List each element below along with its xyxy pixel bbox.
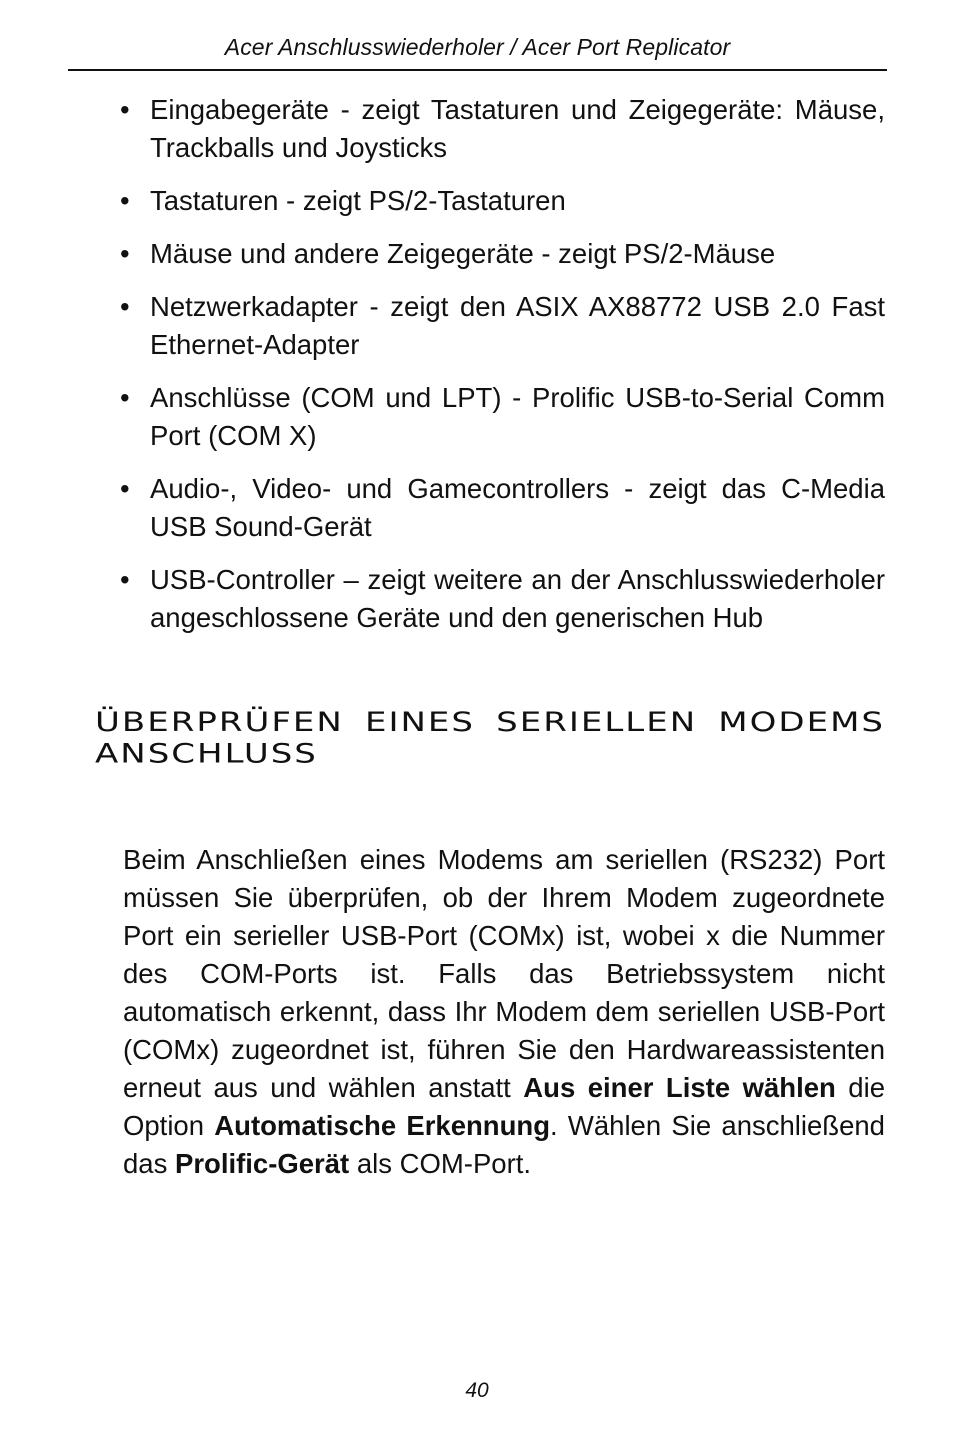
body-text: Beim Anschließen eines Modems am seriellen (RS232) Port müssen Sie überprüfen, ob der Ihrem Modem zugeordnete Port ein serieller USB-Port (COMx) ist, wobei x die Nummer des COM-Ports ist. Falls das Betriebssystem nicht automatisch erkennt, dass Ihr Modem dem seriellen USB-Port (COMx) zugeordnet ist, führen Sie den Hardwareassistenten erneut aus und wählen anstatt [123,844,885,1103]
device-category-list [150,91,885,652]
bold-phrase: Automatische Erkennung [214,1110,550,1141]
body-text: die Option [123,1072,885,1141]
bold-phrase: Prolific-Gerät [174,1148,350,1179]
body-text: . Wählen Sie anschließend das [123,1110,885,1179]
list-item: • Tastaturen - zeigt PS/2-Tastaturen [150,182,885,220]
list-item: • Mäuse und andere Zeigegeräte - zeigt PS/2-Mäuse [150,235,885,273]
list-item: • Audio-, Video- und Gamecontrollers - zeigt das C-Media USB Sound-Gerät [150,470,885,546]
list-item: • Eingabegeräte - zeigt Tastaturen und Zeigegeräte: Mäuse, Trackballs und Joysticks [150,91,885,167]
section-heading: ÜBERPRÜFEN EINES SERIELLEN MODEMS ANSCHLUSS [95,707,885,770]
body-paragraph [123,841,885,1183]
list-item: • Anschlüsse (COM und LPT) - Prolific USB-to-Serial Comm Port (COM X) [150,379,885,455]
body-text: als COM-Port. [349,1148,532,1179]
page-number: 40 [465,1379,489,1402]
running-header: Acer Anschlusswiederholer / Acer Port Replicator [224,34,731,60]
list-item: • USB-Controller – zeigt weitere an der Anschlusswiederholer angeschlossene Geräte und den generischen Hub [150,561,885,637]
bold-phrase: Aus einer Liste wählen [523,1072,836,1103]
list-item: • Netzwerkadapter - zeigt den ASIX AX88772 USB 2.0 Fast Ethernet-Adapter [150,288,885,364]
header-rule [68,69,887,71]
